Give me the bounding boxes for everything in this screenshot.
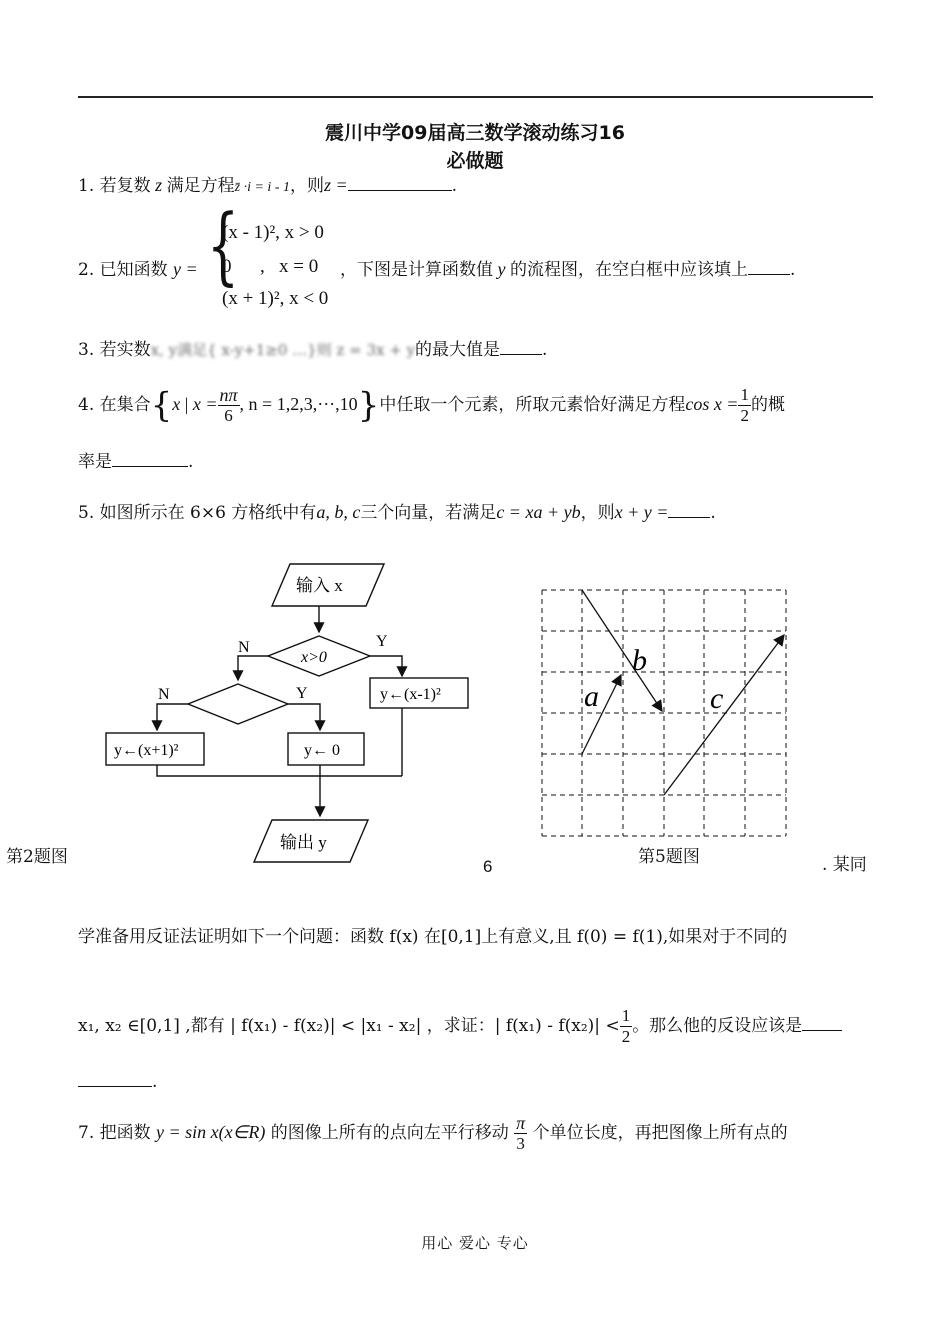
page-title: 震川中学09届高三数学滚动练习16	[325, 122, 625, 144]
yes-label-2: Y	[296, 685, 308, 702]
answer-blank	[500, 338, 542, 355]
answer-blank	[112, 450, 188, 467]
flowchart	[100, 558, 480, 870]
question-6-number: 6	[483, 857, 493, 876]
blurred-constraints: x, y满足{ x-y+1≥0 …}则 z = 3x + y	[150, 341, 416, 359]
no-label-2: N	[158, 686, 170, 703]
figure-5-caption: 第5题图	[638, 847, 700, 867]
question-6-line2: x₁, x₂ ∈[0,1] ,都有 | f(x₁) - f(x₂)| < |x₁ - x₂| ，求证：| f(x₁) - f(x₂)| < $\frac{1}{2}$ 。那么他的反设应该是	[78, 1006, 842, 1047]
box-left-label: y←(x+1)²	[114, 742, 179, 759]
question-1: 1. 若复数 z 满足方程z̄ ·i = i - 1，则z = .	[78, 175, 458, 196]
question-4-line2: 率是 .	[78, 452, 194, 472]
label-b: b	[632, 644, 647, 677]
answer-blank	[668, 501, 710, 518]
label-a: a	[584, 680, 599, 713]
piece-2: 0 , x = 0	[222, 256, 319, 277]
no-label-1: N	[238, 639, 250, 656]
top-rule	[78, 96, 873, 98]
question-5: 5. 如图所示在 6×6 方格纸中有a, b, c三个向量，若满足c = xa + yb，则x + y = .	[78, 502, 716, 523]
figure-2-caption: 第2题图	[6, 847, 68, 867]
answer-blank	[78, 1070, 152, 1087]
question-6-tail: . 某同	[822, 855, 867, 875]
answer-blank	[748, 258, 790, 275]
box-mid-label: y← 0	[304, 742, 340, 759]
grid-figure	[530, 580, 800, 842]
box-right-label: y←(x-1)²	[380, 686, 441, 703]
page-subtitle: 必做题	[446, 150, 504, 172]
question-4: 4. 在集合{x | x = $\frac{n\pi}{6}$ , n = 1,2,3,···,10}中任取一个元素，所取元素恰好满足方程cos x = $\frac{1}{2}$ 的概	[78, 385, 785, 426]
question-7: 7. 把函数 y = sin x(x∈R) 的图像上所有的点向左平行移动 $\frac{\pi}{3}$ 个单位长度，再把图像上所有点的	[78, 1113, 788, 1153]
cond1-label: x>0	[301, 649, 327, 666]
piece-1: (x - 1)², x > 0	[222, 222, 324, 243]
page-footer: 用心 爱心 专心	[421, 1234, 529, 1252]
piece-3: (x + 1)², x < 0	[222, 288, 329, 309]
output-label: 输出 y	[280, 833, 327, 852]
question-3: 3. 若实数x, y满足{ x-y+1≥0 …}则 z = 3x + y的最大值是 .	[78, 340, 548, 360]
condition-diamond-2	[188, 684, 288, 724]
question-6-line3: .	[78, 1070, 157, 1093]
question-2: 2. 已知函数 y =	[78, 259, 198, 280]
vector-c	[664, 635, 784, 795]
question-6-line1: 学准备用反证法证明如下一个问题：函数 f(x) 在[0,1]上有意义,且 f(0) = f(1),如果对于不同的	[78, 927, 788, 947]
piecewise-brace: {	[207, 196, 240, 294]
yes-label-1: Y	[376, 633, 388, 650]
answer-blank	[348, 174, 452, 191]
question-2-tail: ，下图是计算函数值 y 的流程图，在空白框中应该填上 .	[340, 259, 796, 280]
input-label: 输入 x	[296, 576, 343, 595]
answer-blank	[802, 1014, 842, 1031]
label-c: c	[710, 682, 724, 715]
